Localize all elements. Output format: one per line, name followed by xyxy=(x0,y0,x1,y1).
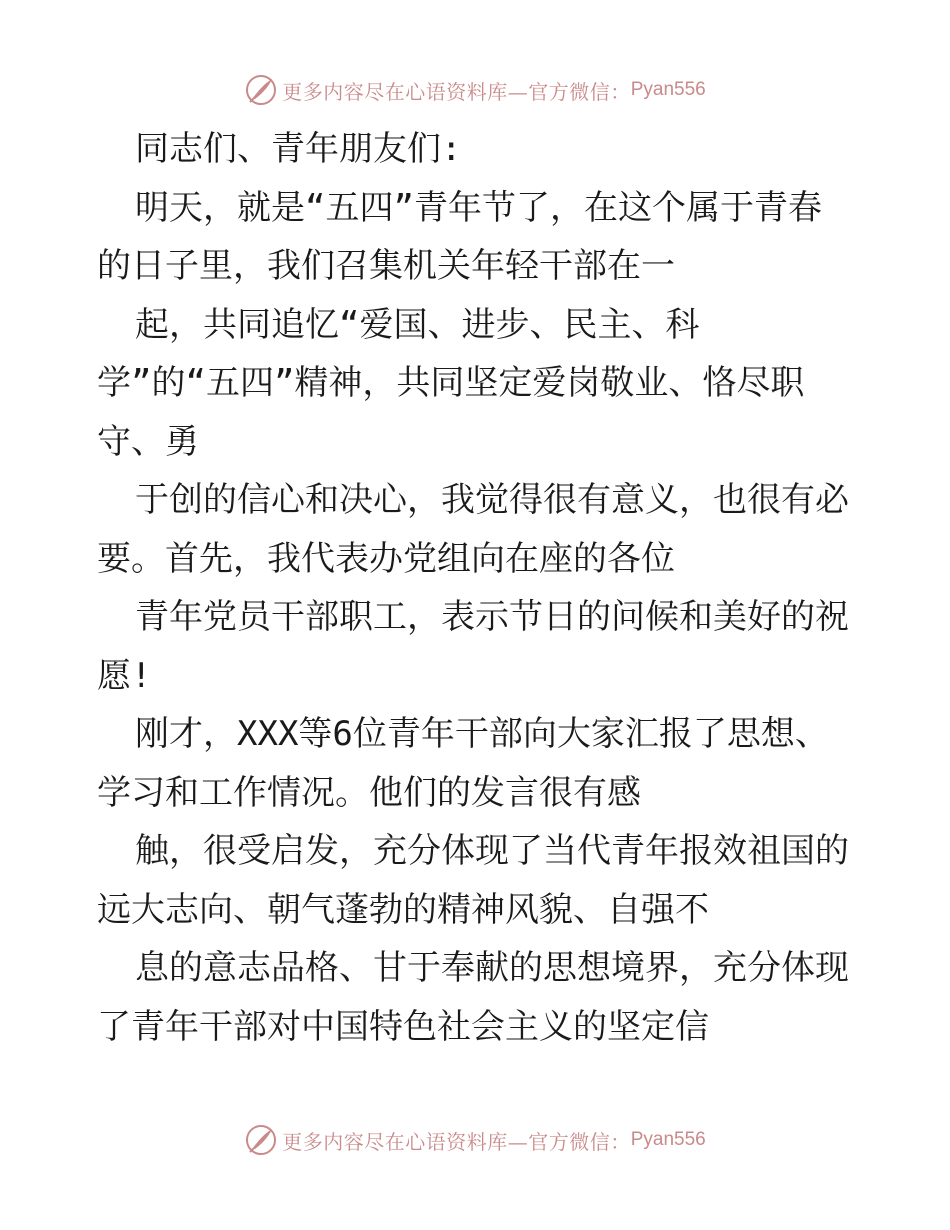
text-line: 要。首先，我代表办党组向在座的各位 xyxy=(97,538,675,579)
text-line: 了青年干部对中国特色社会主义的坚定信 xyxy=(97,1006,709,1047)
watermark-cn-text: 更多内容尽在心语资料库—官方微信： xyxy=(282,79,631,104)
quill-pen-circle-icon xyxy=(244,73,278,107)
text-line: 愿! xyxy=(97,655,152,696)
watermark-wechat-id: Pyan556 xyxy=(630,79,706,100)
text-line: 明天，就是“五四”青年节了，在这个属于青春 xyxy=(135,187,822,228)
header-watermark xyxy=(0,70,950,110)
text-line: 学”的“五四”精神，共同坚定爱岗敬业、恪尽职 xyxy=(97,363,805,403)
text-line: 的日子里，我们召集机关年轻干部在一 xyxy=(97,246,675,286)
text-line: 于创的信心和决心，我觉得很有意义，也很有必 xyxy=(135,480,849,520)
text-line: 起，共同追忆“爱国、进步、民主、科 xyxy=(135,304,700,345)
text-line: 刚才，XXX等6位青年干部向大家汇报了思想、 xyxy=(135,714,829,754)
speech-body xyxy=(97,120,857,1056)
text-line: 触，很受启发，充分体现了当代青年报效祖国的 xyxy=(135,831,849,871)
text-line: 远大志向、朝气蓬勃的精神风貌、自强不 xyxy=(97,889,709,930)
text-line: 青年党员干部职工，表示节日的问候和美好的祝 xyxy=(135,597,849,637)
quill-pen-circle-icon xyxy=(244,1123,278,1157)
watermark-wechat-id: Pyan556 xyxy=(630,1129,706,1150)
text-line: 守、勇 xyxy=(97,421,199,462)
text-line: 同志们、青年朋友们: xyxy=(135,129,462,169)
watermark-cn-text: 更多内容尽在心语资料库—官方微信： xyxy=(282,1129,631,1154)
footer-watermark xyxy=(0,1120,950,1160)
text-line: 学习和工作情况。他们的发言很有感 xyxy=(97,772,641,813)
text-line: 息的意志品格、甘于奉献的思想境界，充分体现 xyxy=(135,948,849,988)
